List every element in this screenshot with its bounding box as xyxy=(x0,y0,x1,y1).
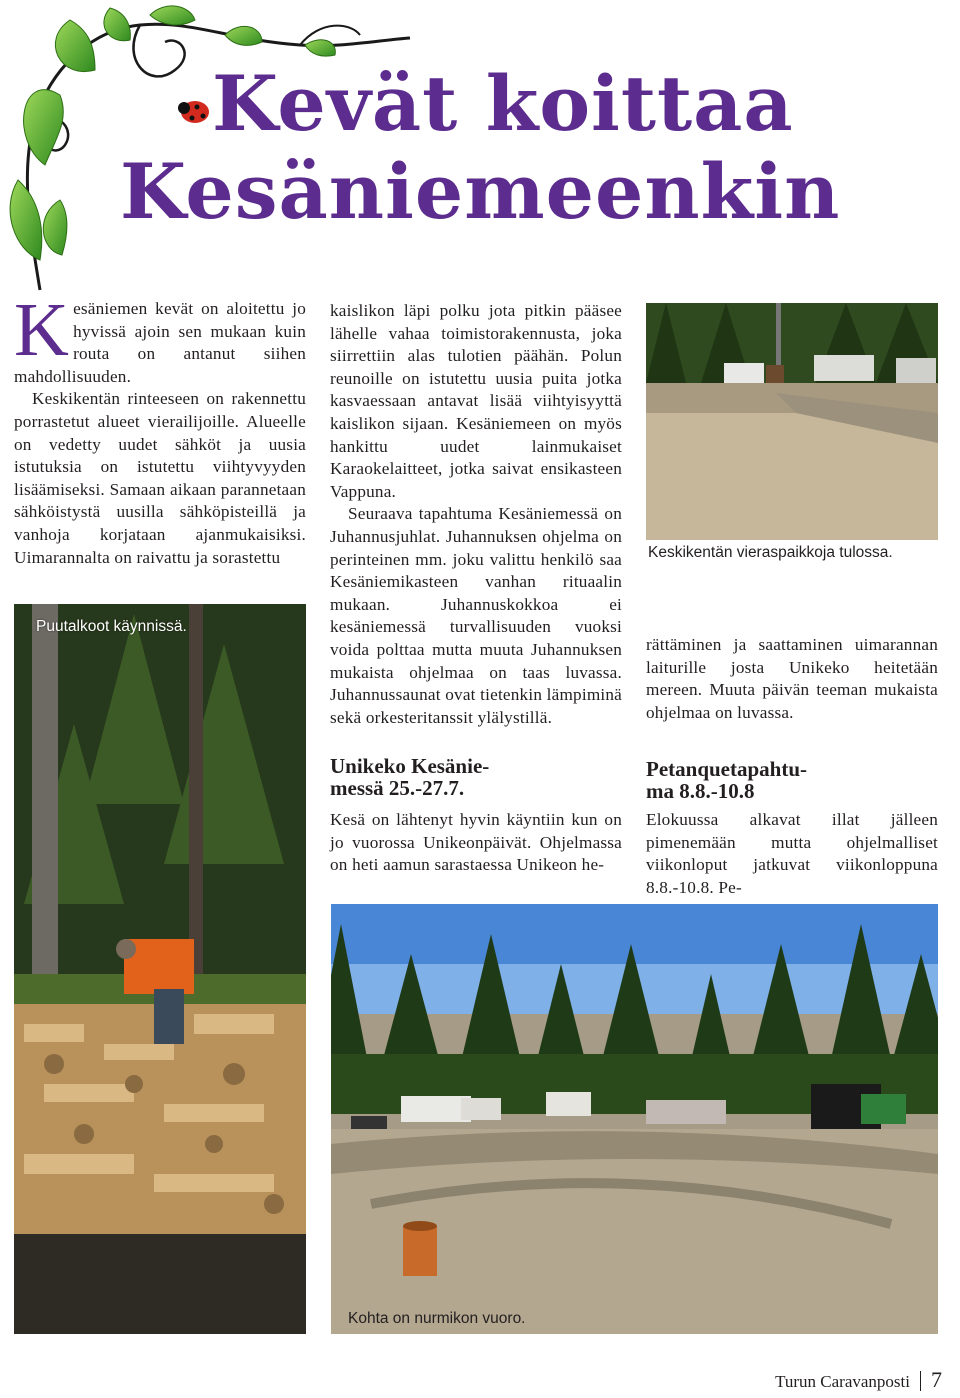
heading-line-1: Petanquetapahtu- xyxy=(646,757,808,781)
firewood-illustration xyxy=(14,604,306,1334)
paragraph: Kesä on lähtenyt hyvin käyntiin kun on jo vuorossa Unikeonpäivät. Ohjelmassa on heti aamun sarastaessa Unikeon he- xyxy=(330,810,622,875)
lawn-illustration xyxy=(331,904,938,1334)
column-2-text-bottom xyxy=(330,809,622,877)
field-illustration xyxy=(646,303,938,540)
heading-line-2: ma 8.8.-10.8 xyxy=(646,779,755,803)
intro-text: esäniemen kevät on aloitettu jo hyvissä ajoin sen mukaan kuin routa on antanut siihen mahdollisuuden. xyxy=(14,299,306,386)
page-footer xyxy=(775,1367,942,1393)
petanque-heading xyxy=(646,758,938,802)
drop-cap: K xyxy=(14,288,70,372)
heading-line-2: messä 25.-27.7. xyxy=(330,776,465,800)
field-photo xyxy=(646,303,938,540)
firewood-photo xyxy=(14,604,306,1334)
column-3-text-bottom xyxy=(646,809,938,899)
publication-name: Turun Caravanposti xyxy=(775,1372,910,1391)
column-3-text xyxy=(646,634,938,724)
field-caption: Keskikentän vieraspaikkoja tulossa. xyxy=(648,544,893,561)
heading-line-1: Unikeko Kesänie- xyxy=(330,754,490,778)
paragraph: Seuraava tapahtuma Kesäniemessä on Juhannusjuhlat. Juhannuksen ohjelma on perinteinen mm. joku valittu henkilö saa Kesäniemikasteen vanhan rituaalin mukaan. Juhannuskokkoa ei kesäniemessä turvallisuuden vuoksi voida polttaa mutta muuta Juhannuksen mukaista ohjelmaa on taas luvassa. Juhannussaunat ovat tietenkin lämpiminä sekä orkesteritanssit ylälystillä. xyxy=(330,504,622,727)
article-title xyxy=(120,60,950,236)
paragraph: rättäminen ja saattaminen uimarannan laiturille josta Unikeko heitetään mereen. Muuta päivän teeman mukaista ohjelmaa on luvassa. xyxy=(646,635,938,722)
lawn-caption: Kohta on nurmikon vuoro. xyxy=(348,1310,526,1327)
column-2-text xyxy=(330,300,622,729)
footer-divider xyxy=(920,1371,921,1391)
title-line-2: Kesäniemeenkin xyxy=(120,147,841,236)
paragraph: kaislikon läpi polku jota pitkin pääsee lähelle vahaa toimistorakennusta, joka siirrettiin alas tulotien päähän. Polun reunoille on istutettu uusia puita jotka kasvaessaan antavat lisää viihtyisyyttä kaislikon sijaan. Kesäniemeen on myös hankittu uudet lainmukaiset Karaokelaitteet, jotka saivat ensikasteen Vappuna. xyxy=(330,301,622,501)
page-number: 7 xyxy=(931,1367,942,1392)
column-1-text xyxy=(14,288,306,569)
title-line-1: Kevät koittaa xyxy=(212,59,794,148)
lawn-photo xyxy=(331,904,938,1334)
firewood-caption: Puutalkoot käynnissä. xyxy=(36,618,187,635)
paragraph: Elokuussa alkavat illat jälleen pimenemään mutta ohjelmalliset viikonloput jatkuvat viikonloppuna 8.8.-10.8. Pe- xyxy=(646,810,938,897)
unikeko-heading xyxy=(330,755,622,799)
intro-paragraph xyxy=(14,288,306,388)
paragraph: Keskikentän rinteeseen on rakennettu porrastetut alueet vierailijoille. Alueelle on vedetty uudet sähköt ja uusia istutuksia on istutettu viihtyvyyden lisäämiseksi. Samaan aikaan parannetaan sähköistystä uusilla sähköpisteillä ja vanhoja korjataan ajanmukaisiksi. Uimarannalta on raivattu ja sorastettu xyxy=(14,389,306,567)
